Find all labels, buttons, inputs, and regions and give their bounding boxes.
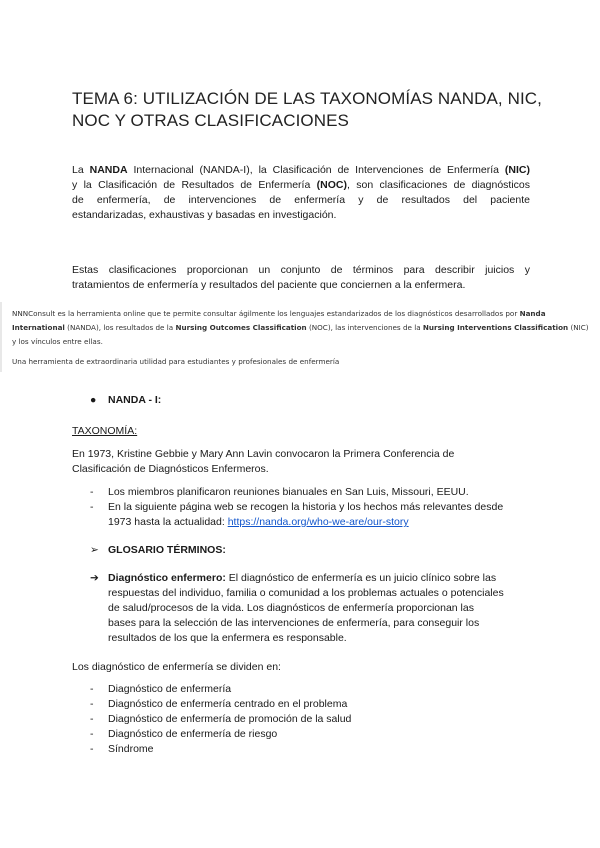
definition-line-2: respuestas del individuo, familia o comunidad a los problemas actuales o potenciales (108, 587, 504, 599)
glossary-heading-label: GLOSARIO TÉRMINOS: (108, 544, 226, 556)
history-paragraph (72, 447, 454, 477)
glossary-heading (90, 543, 226, 558)
nanda-history-link[interactable]: https://nanda.org/who-we-are/our-story (227, 516, 409, 528)
embed-line-3: y los vínculos entre ellas. (12, 337, 103, 346)
page-title (72, 88, 542, 132)
nanda-heading-label: NANDA - I: (108, 394, 162, 406)
arrowhead-icon: ➢ (90, 544, 99, 556)
embed-line-4: Una herramienta de extraordinaria utilidad para estudiantes y profesionales de enfermería (12, 357, 340, 366)
definition-block (90, 571, 530, 646)
history-list (90, 485, 503, 530)
title-line-2: NOC Y OTRAS CLASIFICACIONES (72, 111, 349, 130)
nnnconsult-embed (0, 302, 600, 374)
definition-line-4: bases para la selección de las intervenciones de enfermería, para conseguir los (108, 617, 480, 629)
embed-line-2: International (NANDA), los resultados de la Nursing Outcomes Classification (NOC), las intervenciones de la Nursing Interventions Classification (NIC) (12, 323, 589, 332)
intro-paragraph (72, 163, 530, 223)
para2-line-2: tratamientos de enfermería y resultados del paciente que conciernen a la enfermera. (72, 279, 466, 291)
arrow-right-icon: ➔ (90, 572, 99, 584)
history-line-2: Clasificación de Diagnósticos Enfermeros. (72, 463, 269, 475)
list-item: - Los miembros planificaron reuniones bianuales en San Luis, Missouri, EEUU. (90, 486, 469, 498)
types-intro: Los diagnóstico de enfermería se dividen en: (72, 661, 281, 673)
classifications-paragraph (72, 263, 530, 293)
definition-line-5: resultados de los que la enfermera es responsable. (108, 632, 347, 644)
types-list (90, 682, 351, 757)
definition-line-3: de salud/procesos de la vida. Los diagnósticos de enfermería proporcionan las (108, 602, 474, 614)
list-item: - Diagnóstico de enfermería de promoción de la salud (90, 713, 352, 725)
intro-line-3: de enfermería, de intervenciones de enfermería y de resultados del paciente (72, 194, 530, 206)
list-item: - En la siguiente página web se recogen la historia y los hechos más relevantes desde (90, 501, 504, 513)
embed-line-1: NNNConsult es la herramienta online que te permite consultar ágilmente los lenguajes estandarizados de los diagnósticos desarrollados por Nanda (12, 309, 546, 318)
embed-border (0, 302, 2, 372)
taxonomy-label: TAXONOMÍA: (72, 425, 138, 437)
list-item: - Diagnóstico de enfermería centrado en el problema (90, 698, 348, 710)
intro-line-1: La NANDA Internacional (NANDA-I), la Clasificación de Intervenciones de Enfermería (NIC) (72, 164, 530, 176)
title-line-1: TEMA 6: UTILIZACIÓN DE LAS TAXONOMÍAS NANDA, NIC, (72, 89, 542, 108)
list-item: - Síndrome (90, 743, 154, 755)
para2-line-1: Estas clasificaciones proporcionan un conjunto de términos para describir juicios y (72, 264, 530, 276)
bullet-icon: ● (90, 394, 97, 406)
nanda-heading (90, 393, 161, 408)
definition-line-1: ➔ Diagnóstico enfermero: El diagnóstico de enfermería es un juicio clínico sobre las (90, 572, 497, 584)
list-item: - Diagnóstico de enfermería de riesgo (90, 728, 278, 740)
history-line-1: En 1973, Kristine Gebbie y Mary Ann Lavin convocaron la Primera Conferencia de (72, 448, 455, 460)
intro-line-4: estandarizadas, exhaustivas y basadas en investigación. (72, 209, 337, 221)
list-item-continuation: 1973 hasta la actualidad: https://nanda.org/who-we-are/our-story (108, 516, 409, 528)
intro-line-2: y la Clasificación de Resultados de Enfermería (NOC), son clasificaciones de diagnósticos (72, 179, 531, 191)
list-item: - Diagnóstico de enfermería (90, 683, 232, 695)
